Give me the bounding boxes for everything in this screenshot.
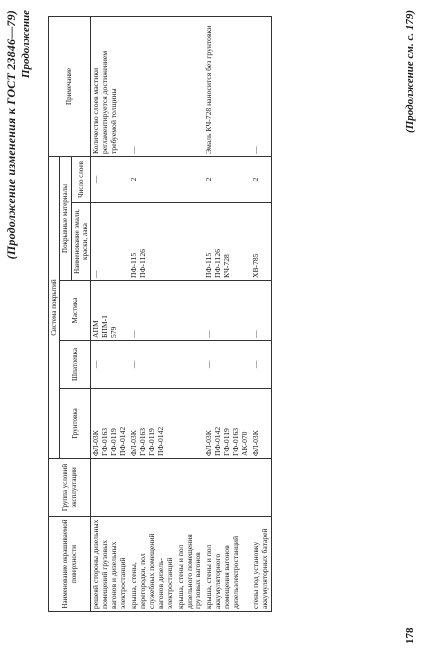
cell-layers: 2 <box>204 157 251 203</box>
cell-primer <box>91 389 129 459</box>
cell-group <box>251 459 271 517</box>
cell-mastic <box>129 281 176 341</box>
cell-mastic-item: БПМ-1 <box>99 315 109 338</box>
page-number: 178 <box>404 627 416 644</box>
header-layers: Число слоев <box>71 157 91 203</box>
cell-topcoat <box>91 203 129 281</box>
cell-primer <box>251 389 271 459</box>
cell-primer-item: ФЛ-03К <box>251 430 261 456</box>
cell-putty: — <box>204 341 251 389</box>
cell-primer-item: ФЛ-03К <box>128 430 138 456</box>
cell-primer-item: ПФ-0142 <box>213 426 223 456</box>
cell-primer-item: ПФ-0142 <box>155 426 165 456</box>
cell-putty: — <box>91 341 129 389</box>
cell-topcoat-item: КЧ-728 <box>222 254 232 278</box>
cell-topcoat-item: ПФ-115 <box>128 252 138 278</box>
cell-layers: 2 <box>251 157 271 203</box>
cell-layers: 2 <box>129 157 176 203</box>
cell-surface: решеяй стороны дизельных помещений грузовых вагонов и дизельных электростанций <box>91 517 129 612</box>
cell-topcoat-item: — <box>91 270 100 278</box>
cell-primer-item: АК-070 <box>240 431 250 456</box>
header-note: Примечание <box>49 17 91 157</box>
table-row <box>176 17 205 612</box>
cell-topcoat <box>176 203 205 281</box>
cell-group <box>204 459 251 517</box>
cell-topcoat-item: ПФ-1126 <box>213 249 223 278</box>
cell-topcoat-item: ХВ-785 <box>251 253 261 278</box>
table-row <box>129 17 176 612</box>
cell-putty <box>176 341 205 389</box>
header-topcoat-name: Наименование эмали, краски, лака <box>71 203 91 281</box>
cell-primer-item: ГФ-0119 <box>108 428 118 456</box>
cell-primer-item: ФЛ-03К <box>204 430 214 456</box>
cell-mastic <box>251 281 271 341</box>
cell-putty: — <box>251 341 271 389</box>
cell-mastic <box>91 281 129 341</box>
cell-primer-item: ПФ-0142 <box>117 426 127 456</box>
cell-primer-item: ГФ-0163 <box>231 427 241 456</box>
cell-group <box>129 459 176 517</box>
cell-mastic <box>204 281 251 341</box>
cell-group <box>176 459 205 517</box>
cell-layers: — <box>91 157 129 203</box>
header-primer: Грунтовка <box>60 389 91 459</box>
cell-note: — <box>251 17 271 157</box>
cell-topcoat <box>204 203 251 281</box>
table-row <box>91 17 129 612</box>
cell-surface: крыша, стены, перегородки, пол служебных помещений вагонов дизель-электростанций <box>129 517 176 612</box>
header-system: Система покрытий <box>49 157 60 459</box>
cell-mastic-item: — <box>204 330 214 338</box>
cell-topcoat <box>129 203 176 281</box>
coating-systems-table <box>48 16 272 612</box>
cell-topcoat <box>251 203 271 281</box>
cell-primer-item: ГФ-0119 <box>222 428 232 456</box>
cell-note: Эмаль КЧ-728 наносится без грунтовки <box>204 17 251 157</box>
header-surface: Наименование окрашиваемой поверхности <box>49 517 91 612</box>
cell-putty: — <box>129 341 176 389</box>
cell-surface: стены под установку аккумуляторных батарей <box>251 517 271 612</box>
cell-surface: крыша, стены и пол аккумуляторного помещения вагонов дизельэлектростанций <box>204 517 251 612</box>
header-topcoat: Покрывные материалы <box>60 157 71 281</box>
header-group: Группа условий эксплуатации <box>49 459 91 517</box>
table-body <box>91 17 272 612</box>
cell-surface: крыша, стены и пол дизельного помещения грузовых вагонов <box>176 517 205 612</box>
table-row <box>251 17 271 612</box>
cell-primer-item: ГФ-0163 <box>99 427 109 456</box>
cell-note: Количество слоев мастики регламентируется достижением требуемой толщины <box>91 17 129 157</box>
cell-topcoat-item: ПФ-1126 <box>137 249 147 278</box>
header-mastic: Мастика <box>60 281 91 341</box>
cell-mastic <box>176 281 205 341</box>
cell-mastic-item: 579 <box>108 326 118 338</box>
cell-primer <box>129 389 176 459</box>
cell-mastic-item: — <box>128 330 138 338</box>
cell-mastic-item: — <box>251 330 261 338</box>
cell-primer <box>176 389 205 459</box>
continuation-label: Продолжение <box>20 10 32 79</box>
continuation-footer: (Продолжение см. с. 179) <box>404 10 416 133</box>
cell-group <box>91 459 129 517</box>
header-putty: Шпатлевка <box>60 341 91 389</box>
cell-primer <box>204 389 251 459</box>
cell-mastic-item: АПМ <box>91 320 100 338</box>
cell-primer-item: ФЛ-03К <box>91 430 100 456</box>
document-header-title: (Продолжение изменения к ГОСТ 23846—79) <box>4 10 18 260</box>
cell-topcoat-item: ПФ-115 <box>204 252 214 278</box>
cell-primer-item: ГФ-0163 <box>137 427 147 456</box>
table-row <box>204 17 251 612</box>
cell-note <box>176 17 205 157</box>
cell-primer-item: ГФ-0119 <box>146 428 156 456</box>
cell-note: — <box>129 17 176 157</box>
cell-layers <box>176 157 205 203</box>
